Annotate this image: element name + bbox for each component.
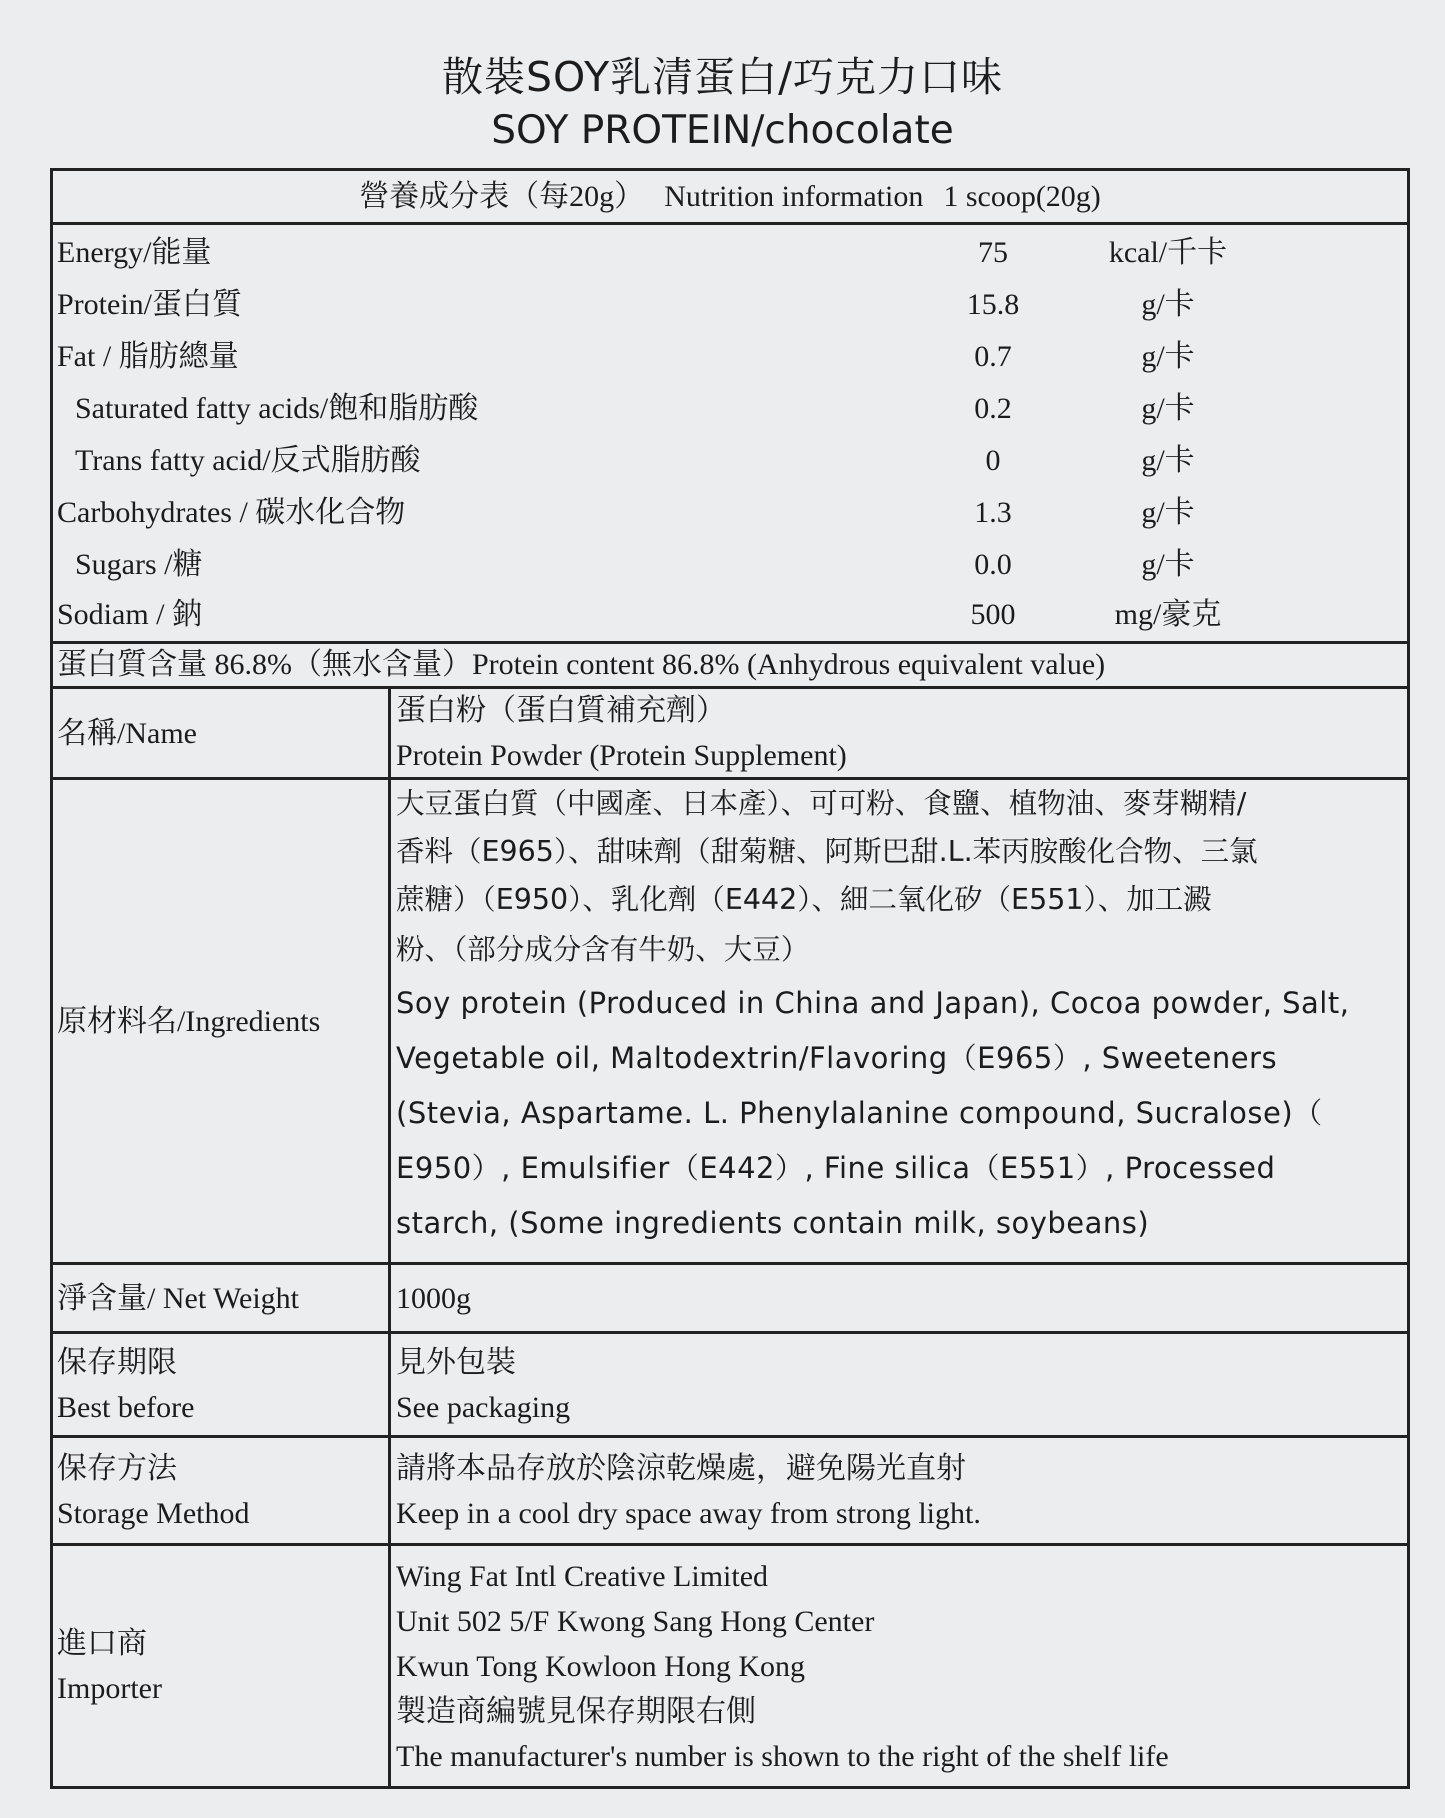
nutrition-label-table <box>50 168 1410 1789</box>
best-before-label-zh: 保存期限 <box>57 1345 177 1379</box>
best-before-content-cell <box>391 1334 1407 1435</box>
nutrient-value: 0.7 <box>974 340 1012 373</box>
nutrient-name: Protein/蛋白質 <box>57 288 242 321</box>
protein-content-note: 蛋白質含量 86.8%（無水含量）Protein content 86.8% (Anhydrous equivalent value) <box>53 644 1407 689</box>
nutrient-unit: g/卡 <box>1141 548 1195 581</box>
nutrient-name: Sugars /糖 <box>75 548 203 581</box>
ingredients-zh-line: 粉、（部分成分含有牛奶、大豆） <box>396 933 810 966</box>
nutrition-header-en: Nutrition information <box>664 180 924 213</box>
best-before-label-en: Best before <box>57 1390 195 1424</box>
importer-address-line-2: Kwun Tong Kowloon Hong Kong <box>396 1649 806 1683</box>
ingredients-en-line: (Stevia, Aspartame. L. Phenylalanine compound, Sucralose)（ <box>396 1096 1323 1130</box>
ingredients-label: 原材料名/Ingredients <box>57 1004 321 1038</box>
importer-address-line-1: Unit 502 5/F Kwong Sang Hong Center <box>396 1604 875 1638</box>
net-weight-row <box>53 1265 1407 1334</box>
best-before-row <box>53 1334 1407 1438</box>
name-content-cell <box>391 689 1407 777</box>
name-zh: 蛋白粉（蛋白質補充劑） <box>396 694 726 727</box>
storage-content-cell <box>391 1438 1407 1543</box>
storage-label-zh: 保存方法 <box>57 1451 177 1485</box>
manufacturer-number-note-en: The manufacturer's number is shown to the right of the shelf life <box>396 1739 1169 1773</box>
name-label-cell <box>53 689 391 777</box>
ingredients-zh-line: 香料（E965）、甜味劑（甜菊糖、阿斯巴甜.L.苯丙胺酸化合物、三氯 <box>396 835 1258 868</box>
nutrient-unit: kcal/千卡 <box>1108 236 1228 269</box>
manufacturer-number-note-zh: 製造商編號見保存期限右側 <box>396 1694 756 1728</box>
nutrient-value: 1.3 <box>974 496 1012 529</box>
nutrient-value: 500 <box>970 598 1016 631</box>
storage-label-en: Storage Method <box>57 1496 250 1530</box>
ingredients-en-line: Soy protein (Produced in China and Japan), Cocoa powder, Salt, <box>396 986 1350 1020</box>
nutrient-name: Sodiam / 鈉 <box>57 598 203 631</box>
nutrient-unit: g/卡 <box>1141 444 1195 477</box>
nutrient-row-carbohydrates <box>53 487 1407 539</box>
nutrient-row-trans-fat <box>53 435 1407 487</box>
nutrient-row-fat <box>53 331 1407 383</box>
nutrition-header-zh: 營養成分表（每20g） <box>359 180 645 213</box>
nutrient-value: 15.8 <box>966 288 1020 321</box>
net-weight-label: 淨含量/ Net Weight <box>57 1281 300 1315</box>
ingredients-en-line: Vegetable oil, Maltodextrin/Flavoring（E965）, Sweeteners <box>396 1041 1278 1075</box>
storage-label-cell <box>53 1438 391 1543</box>
product-title-zh: 散裝SOY乳清蛋白/巧克力口味 <box>442 53 1003 101</box>
serving-size: 1 scoop(20g) <box>943 180 1101 213</box>
importer-label-cell <box>53 1546 391 1786</box>
importer-label-en: Importer <box>57 1672 162 1705</box>
nutrient-value: 0.2 <box>974 392 1012 425</box>
nutrient-unit: mg/豪克 <box>1114 598 1222 631</box>
ingredients-en-line: E950）, Emulsifier（E442）, Fine silica（E551）, Processed <box>396 1151 1276 1185</box>
nutrition-header <box>53 171 1407 225</box>
net-weight-value: 1000g <box>396 1281 471 1315</box>
nutrient-name: Fat / 脂肪總量 <box>57 340 239 373</box>
nutrient-value: 0.0 <box>974 548 1012 581</box>
nutrient-value: 0 <box>985 444 1001 477</box>
nutrient-name: Carbohydrates / 碳水化合物 <box>57 496 406 529</box>
ingredients-content-cell <box>391 780 1407 1262</box>
nutrient-value: 75 <box>978 236 1008 269</box>
nutrient-unit: g/卡 <box>1141 392 1195 425</box>
ingredients-label-cell <box>53 780 391 1262</box>
importer-content-cell <box>391 1546 1407 1786</box>
name-row <box>53 689 1407 780</box>
name-label: 名稱/Name <box>57 716 197 750</box>
nutrient-row-saturated-fat <box>53 383 1407 435</box>
nutrient-unit: g/卡 <box>1141 288 1195 321</box>
nutrient-name: Energy/能量 <box>57 236 212 269</box>
product-title-en: SOY PROTEIN/chocolate <box>491 108 954 153</box>
nutrient-row-sodium <box>53 589 1407 641</box>
nutrient-name: Saturated fatty acids/飽和脂肪酸 <box>75 392 479 425</box>
best-before-en: See packaging <box>396 1390 571 1424</box>
importer-label-zh: 進口商 <box>57 1627 147 1660</box>
importer-company: Wing Fat Intl Creative Limited <box>396 1559 769 1593</box>
name-en: Protein Powder (Protein Supplement) <box>396 739 847 772</box>
nutrient-row-protein <box>53 279 1407 331</box>
nutrient-unit: g/卡 <box>1141 340 1195 373</box>
storage-zh: 請將本品存放於陰涼乾燥處，避免陽光直射 <box>396 1451 966 1485</box>
nutrient-row-sugars <box>53 539 1407 591</box>
product-title-block <box>0 48 1445 156</box>
nutrient-unit: g/卡 <box>1141 496 1195 529</box>
nutrient-row-energy <box>53 227 1407 279</box>
storage-row <box>53 1438 1407 1546</box>
best-before-zh: 見外包裝 <box>396 1345 516 1379</box>
ingredients-en-line: starch, (Some ingredients contain milk, soybeans) <box>396 1206 1150 1240</box>
nutrient-name: Trans fatty acid/反式脂肪酸 <box>75 444 421 477</box>
net-weight-label-cell <box>53 1265 391 1331</box>
storage-en: Keep in a cool dry space away from strong light. <box>396 1496 981 1530</box>
nutrient-list <box>53 225 1407 644</box>
ingredients-zh-line: 大豆蛋白質（中國產、日本產）、可可粉、食鹽、植物油、麥芽糊精/ <box>396 787 1247 820</box>
ingredients-row <box>53 780 1407 1265</box>
ingredients-zh-line: 蔗糖）（E950）、乳化劑（E442）、細二氧化矽（E551）、加工澱 <box>396 883 1212 916</box>
net-weight-content-cell <box>391 1265 1407 1331</box>
importer-row <box>53 1546 1407 1786</box>
best-before-label-cell <box>53 1334 391 1435</box>
